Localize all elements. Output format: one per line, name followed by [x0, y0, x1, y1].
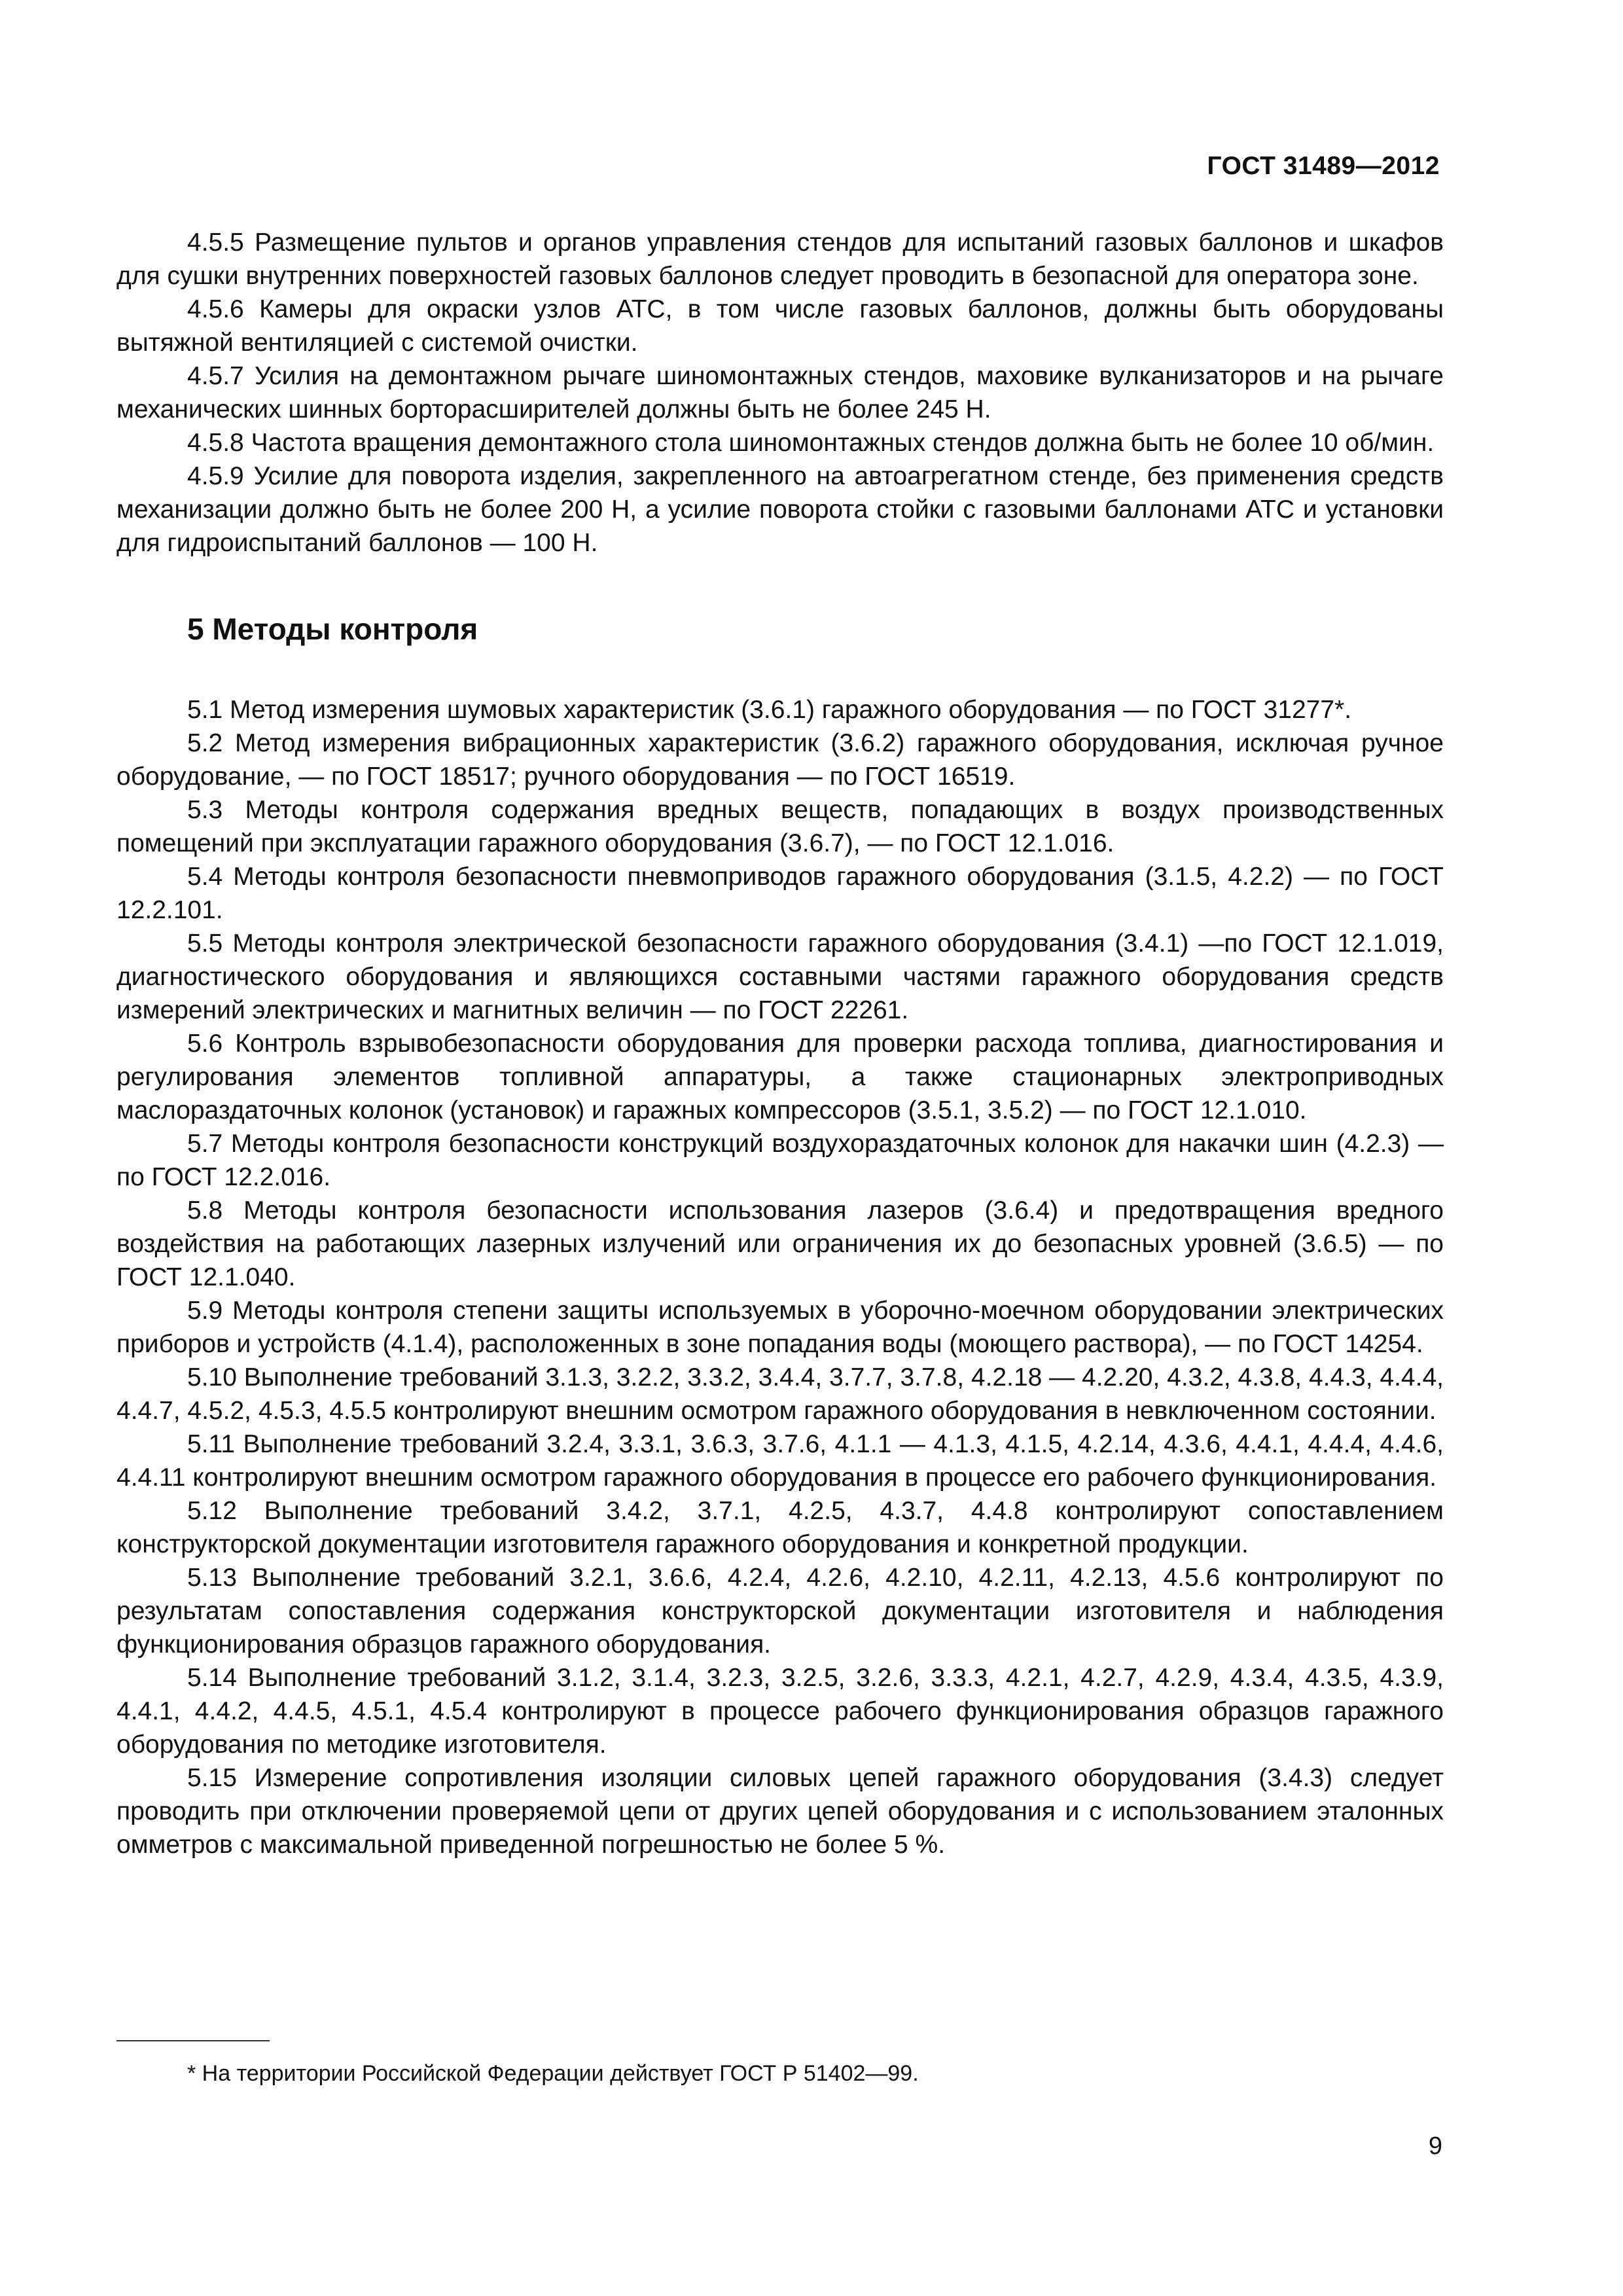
- paragraph-5-10: 5.10 Выполнение требований 3.1.3, 3.2.2, 3.3.2, 3.4.4, 3.7.7, 3.7.8, 4.2.18 — 4.2.20, 4.3.2, 4.3.8, 4.4.3, 4.4.4, 4.4.7, 4.5.2, 4.5.3, 4.5.5 контролируют внешним осмотром гаражного оборудования в невключенном состоянии.: [116, 1363, 1444, 1425]
- document-body: [116, 226, 1444, 1861]
- paragraph-4-5-6: 4.5.6 Камеры для окраски узлов АТС, в том числе газовых баллонов, должны быть оборудованы вытяжной вентиляцией с системой очистки.: [116, 295, 1444, 357]
- paragraph-4-5-7: 4.5.7 Усилия на демонтажном рычаге шиномонтажных стендов, маховике вулканизаторов и на рычаге механических шинных борторасширителей должны быть не более 245 Н.: [116, 362, 1444, 423]
- paragraph-5-5: 5.5 Методы контроля электрической безопасности гаражного оборудования (3.4.1) —по ГОСТ 12.1.019, диагностического оборудования и являющихся составными частями гаражного оборудования средств измерений электрических и магнитных величин — по ГОСТ 22261.: [116, 929, 1444, 1024]
- paragraph-5-11: 5.11 Выполнение требований 3.2.4, 3.3.1, 3.6.3, 3.7.6, 4.1.1 — 4.1.3, 4.1.5, 4.2.14, 4.3.6, 4.4.1, 4.4.4, 4.4.6, 4.4.11 контролируют внешним осмотром гаражного оборудования в процессе его рабочего функционирования.: [116, 1430, 1444, 1492]
- paragraph-5-2: 5.2 Метод измерения вибрационных характеристик (3.6.2) гаражного оборудования, исключая ручное оборудование, — по ГОСТ 18517; ручного оборудования — по ГОСТ 16519.: [116, 729, 1444, 791]
- footnote: * На территории Российской Федерации действует ГОСТ Р 51402—99.: [187, 2061, 919, 2086]
- paragraph-4-5-8: 4.5.8 Частота вращения демонтажного стола шиномонтажных стендов должна быть не более 10 об/мин.: [187, 429, 1435, 457]
- section-4-5: [116, 226, 1444, 560]
- paragraph-5-9: 5.9 Методы контроля степени защиты используемых в уборочно-моечном оборудовании электрических приборов и устройств (4.1.4), расположенных в зоне попадания воды (моющего раствора), — по ГОСТ 14254.: [116, 1297, 1444, 1358]
- section-5: [116, 693, 1444, 1861]
- paragraph-5-15: 5.15 Измерение сопротивления изоляции силовых цепей гаражного оборудования (3.4.3) следует проводить при отключении проверяемой цепи от других цепей оборудования и с использованием эталонных омметров с максимальной приведенной погрешностью не более 5 %.: [116, 1764, 1444, 1859]
- footnote-divider: [116, 2040, 270, 2041]
- paragraph-4-5-9: 4.5.9 Усилие для поворота изделия, закрепленного на автоагрегатном стенде, без применения средств механизации должно быть не более 200 Н, а усилие поворота стойки с газовыми баллонами АТС и установки для гидроиспытаний баллонов — 100 Н.: [116, 462, 1444, 557]
- section-title: 5 Методы контроля: [187, 612, 478, 646]
- paragraph-5-13: 5.13 Выполнение требований 3.2.1, 3.6.6, 4.2.4, 4.2.6, 4.2.10, 4.2.11, 4.2.13, 4.5.6 контролируют по результатам сопоставления содержания конструкторской документации изготовителя и наблюдения функционирования образцов гаражного оборудования.: [116, 1564, 1444, 1659]
- paragraph-5-4: 5.4 Методы контроля безопасности пневмоприводов гаражного оборудования (3.1.5, 4.2.2) — по ГОСТ 12.2.101.: [116, 863, 1444, 924]
- paragraph-5-6: 5.6 Контроль взрывобезопасности оборудования для проверки расхода топлива, диагностирования и регулирования элементов топливной аппаратуры, а также стационарных электроприводных маслораздаточных колонок (установок) и гаражных компрессоров (3.5.1, 3.5.2) — по ГОСТ 12.1.010.: [116, 1030, 1444, 1124]
- paragraph-5-12: 5.12 Выполнение требований 3.4.2, 3.7.1, 4.2.5, 4.3.7, 4.4.8 контролируют сопоставлением конструкторской документации изготовителя гаражного оборудования и конкретной продукции.: [116, 1497, 1444, 1558]
- paragraph-5-7: 5.7 Методы контроля безопасности конструкций воздухораздаточных колонок для накачки шин (4.2.3) — по ГОСТ 12.2.016.: [116, 1130, 1444, 1191]
- document-header: ГОСТ 31489—2012: [1207, 152, 1440, 180]
- paragraph-5-1: 5.1 Метод измерения шумовых характеристик (3.6.1) гаражного оборудования — по ГОСТ 31277*.: [187, 696, 1352, 724]
- page-number: 9: [1428, 2132, 1442, 2160]
- paragraph-4-5-5: 4.5.5 Размещение пультов и органов управления стендов для испытаний газовых баллонов и шкафов для сушки внутренних поверхностей газовых баллонов следует проводить в безопасной для оператора зоне.: [116, 228, 1444, 290]
- paragraph-5-14: 5.14 Выполнение требований 3.1.2, 3.1.4, 3.2.3, 3.2.5, 3.2.6, 3.3.3, 4.2.1, 4.2.7, 4.2.9, 4.3.4, 4.3.5, 4.3.9, 4.4.1, 4.4.2, 4.4.5, 4.5.1, 4.5.4 контролируют в процессе рабочего функционирования образцов гаражного оборудования по методике изготовителя.: [116, 1664, 1444, 1759]
- paragraph-5-3: 5.3 Методы контроля содержания вредных веществ, попадающих в воздух производственных помещений при эксплуатации гаражного оборудования (3.6.7), — по ГОСТ 12.1.016.: [116, 796, 1444, 857]
- paragraph-5-8: 5.8 Методы контроля безопасности использования лазеров (3.6.4) и предотвращения вредного воздействия на работающих лазерных излучений или ограничения их до безопасных уровней (3.6.5) — по ГОСТ 12.1.040.: [116, 1196, 1444, 1291]
